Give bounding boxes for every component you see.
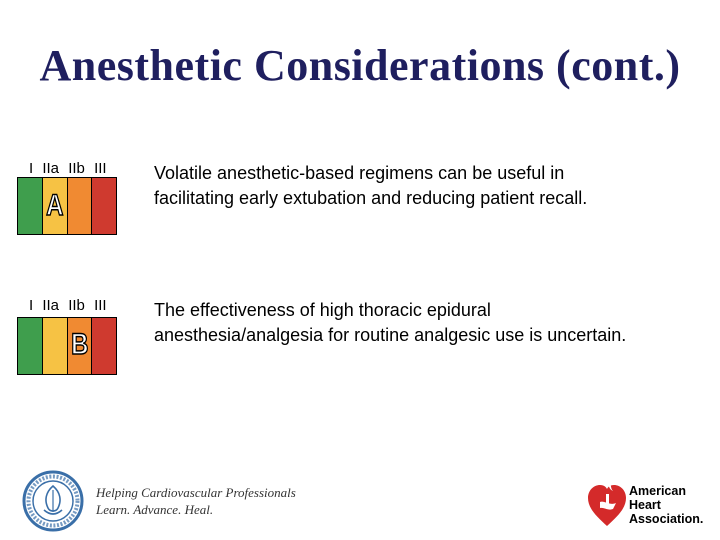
class-label-i: I	[29, 160, 34, 177]
class-i-bar	[18, 318, 43, 374]
class-iib-bar	[68, 178, 93, 234]
class-bar-chart	[17, 317, 117, 375]
aha-wordmark: American Heart Association.	[629, 484, 704, 526]
class-label-iib: IIb	[68, 160, 85, 177]
aha-heart-torch-icon	[586, 476, 628, 528]
class-iia-bar	[43, 178, 68, 234]
class-iii-bar	[92, 318, 116, 374]
class-labels	[29, 160, 112, 177]
acc-seal-logo	[22, 470, 84, 532]
class-i-bar	[18, 178, 43, 234]
recommendation-2-text: The effectiveness of high thoracic epidural anesthesia/analgesia for routine analgesic use is uncertain.	[154, 300, 627, 345]
class-labels	[29, 297, 112, 314]
class-label-iia: IIa	[42, 160, 60, 177]
class-label-i: I	[29, 297, 34, 314]
recommendation-1-text: Volatile anesthetic-based regimens can be useful in facilitating early extubation and reducing patient recall.	[154, 163, 588, 208]
slide-title: Anesthetic Considerations (cont.)	[39, 41, 681, 90]
class-iia-bar	[43, 318, 68, 374]
class-label-iib: IIb	[68, 297, 85, 314]
level-of-evidence: A	[45, 189, 64, 222]
class-iib-bar	[68, 318, 93, 374]
class-label-iii: III	[94, 160, 107, 177]
acc-tagline: Helping Cardiovascular Professionals Learn. Advance. Heal.	[96, 485, 296, 517]
class-bar-chart	[17, 177, 117, 235]
class-iii-bar	[92, 178, 116, 234]
level-of-evidence: B	[70, 328, 89, 361]
class-label-iia: IIa	[42, 297, 60, 314]
class-label-iii: III	[94, 297, 107, 314]
